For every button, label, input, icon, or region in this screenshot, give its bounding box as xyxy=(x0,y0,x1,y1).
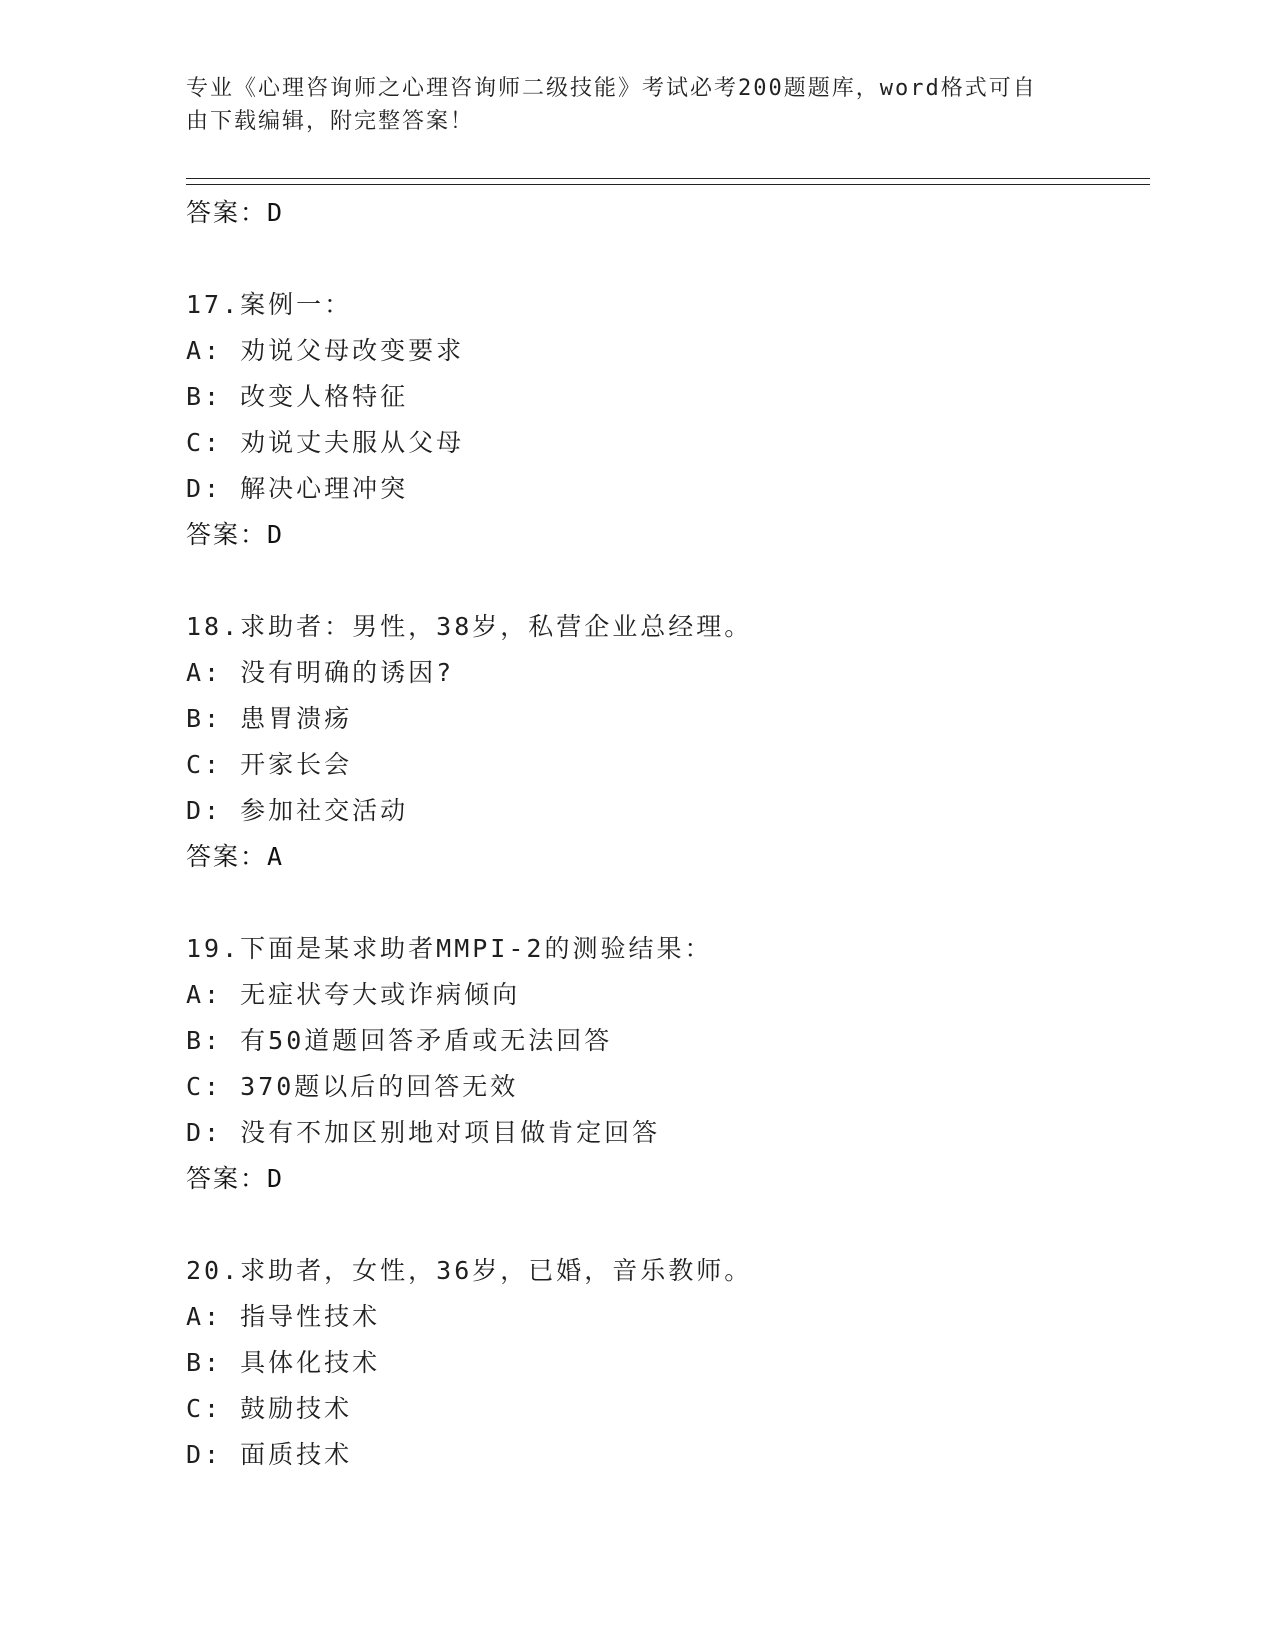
question-block xyxy=(186,282,1150,558)
answer-line: 答案：D xyxy=(186,198,285,227)
option-b: B: 具体化技术 xyxy=(186,1348,381,1377)
question-block xyxy=(186,604,1150,880)
question-block xyxy=(186,1248,1150,1478)
question-block xyxy=(186,926,1150,1202)
option-c: C: 开家长会 xyxy=(186,750,353,779)
question-stem: 20.求助者，女性，36岁，已婚，音乐教师。 xyxy=(186,1256,753,1285)
header-divider xyxy=(186,178,1150,185)
spacer xyxy=(186,1202,1150,1248)
option-a: A: 指导性技术 xyxy=(186,1302,381,1331)
header-line-1: 专业《心理咨询师之心理咨询师二级技能》考试必考200题题库，word格式可自 xyxy=(186,76,1037,101)
header-line-2: 由下载编辑，附完整答案！ xyxy=(186,109,475,134)
option-a: A: 无症状夸大或诈病倾向 xyxy=(186,980,521,1009)
option-d: D: 解决心理冲突 xyxy=(186,474,409,503)
option-d: D: 参加社交活动 xyxy=(186,796,409,825)
question-list xyxy=(186,190,1150,1478)
spacer xyxy=(186,880,1150,926)
page-header xyxy=(186,72,1066,138)
option-b: B: 有50道题回答矛盾或无法回答 xyxy=(186,1026,613,1055)
option-c: C: 370题以后的回答无效 xyxy=(186,1072,519,1101)
option-c: C: 劝说丈夫服从父母 xyxy=(186,428,465,457)
answer-line: 答案：D xyxy=(186,1164,285,1193)
option-b: B: 患胃溃疡 xyxy=(186,704,353,733)
option-c: C: 鼓励技术 xyxy=(186,1394,353,1423)
question-stem: 18.求助者：男性，38岁，私营企业总经理。 xyxy=(186,612,753,641)
question-stem: 19.下面是某求助者MMPI-2的测验结果： xyxy=(186,934,713,963)
spacer xyxy=(186,558,1150,604)
option-d: D: 面质技术 xyxy=(186,1440,353,1469)
question-stem: 17.案例一： xyxy=(186,290,353,319)
option-a: A: 劝说父母改变要求 xyxy=(186,336,465,365)
option-b: B: 改变人格特征 xyxy=(186,382,409,411)
answer-line: 答案：A xyxy=(186,842,285,871)
answer-line: 答案：D xyxy=(186,520,285,549)
option-d: D: 没有不加区别地对项目做肯定回答 xyxy=(186,1118,661,1147)
option-a: A: 没有明确的诱因? xyxy=(186,658,455,687)
spacer xyxy=(186,236,1150,282)
